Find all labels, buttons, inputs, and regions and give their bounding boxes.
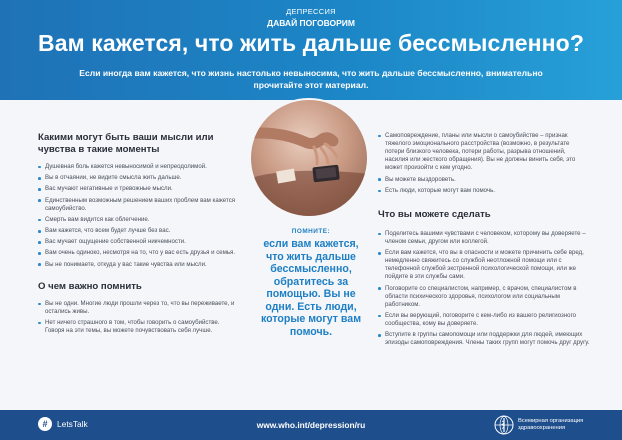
important-list <box>38 300 238 335</box>
who-logo <box>494 415 600 435</box>
hash-icon: # <box>38 417 52 431</box>
page-title: Вам кажется, что жить дальше бессмысленно? <box>38 30 584 56</box>
thought-item: Вы в отчаянии, не видите смысла жить дальше. <box>38 174 238 182</box>
important-heading: О чем важно помнить <box>38 280 142 292</box>
thought-item: Вас мучают негативные и тревожные мысли. <box>38 185 238 193</box>
thoughts-heading: Какими могут быть ваши мысли или чувства в такие моменты <box>38 132 214 155</box>
todo-item: Поделитесь вашими чувствами с человеком, которому вы доверяете – членом семьи, другом или коллегой. <box>378 230 590 246</box>
thought-item: Единственным возможным решением ваших проблем вам кажется самоубийство. <box>38 197 238 213</box>
fact-item: Вы можете выздороветь. <box>378 176 590 184</box>
todo-item: Если вам кажется, что вы в опасности и можете причинить себе вред, немедленно свяжитесь со службой неотложной помощи или с телефонной службой экстренной психологической помощи, или же пойдите в эти службы сами. <box>378 249 590 281</box>
fact-item: Есть люди, которые могут вам помочь. <box>378 187 590 195</box>
left-column <box>38 132 238 338</box>
intro-text: Если иногда вам кажется, что жизнь настолько невыносима, что жить дальше бессмысленно, внимательно прочитайте этот материал. <box>79 68 543 90</box>
todo-heading: Что вы можете сделать <box>378 208 491 220</box>
todo-item: Если вы верующий, поговорите с кем-либо из вашего религиозного сообщества, кому вы доверяете. <box>378 312 590 328</box>
todo-list <box>378 230 590 348</box>
todo-item: Вступите в группы самопомощи или поддержки для людей, имеющих эпизоды самоповреждения. Члены таких групп могут помочь друг другу. <box>378 331 590 347</box>
header-banner <box>0 0 622 100</box>
hand-phone-photo <box>249 98 369 218</box>
todo-item: Поговорите со специалистом, например, с врачом, специалистом в области психического здоровья, психологом или социальным работником. <box>378 285 590 309</box>
remember-text: если вам кажется, что жить дальше бессмысленно, обратитесь за помощью. Вы не одни. Есть люди, которые могут вам помочь. <box>260 238 362 338</box>
facts-list <box>378 132 590 195</box>
photo-illustration <box>251 100 369 218</box>
who-emblem-icon <box>494 415 514 435</box>
category-label: ДЕПРЕССИЯ <box>286 7 336 16</box>
thought-item: Вам кажется, что всем будет лучше без вас. <box>38 227 238 235</box>
who-name: Всемирная организация здравоохранения <box>518 418 584 431</box>
thought-item: Смерть вам видится как облегчение. <box>38 216 238 224</box>
thought-item: Вы не понимаете, откуда у вас такие чувства или мысли. <box>38 261 238 269</box>
remember-label: ПОМНИТЕ: <box>291 228 331 235</box>
fact-item: Самоповреждение, планы или мысли о самоубийстве – признак тяжелого эмоционального расстройства (возможно, в результате потери близкого человека, потери работы, разрыва отношений, насилия или жесткого обращения). Вы не должны винить себя, это может произойти с кем угодно. <box>378 132 590 172</box>
lets-talk-tag <box>38 417 88 431</box>
right-column <box>378 132 590 351</box>
thought-item: Вас мучает ощущение собственной никчемности. <box>38 238 238 246</box>
important-item: Нет ничего страшного в том, чтобы говорить о самоубийстве. Говоря на эти темы, вы можете почувствовать себя лучше. <box>38 319 238 335</box>
campaign-label: ДАВАЙ ПОГОВОРИМ <box>267 18 355 28</box>
lets-talk-label: LetsTalk <box>57 419 88 429</box>
website-link[interactable]: www.who.int/depression/ru <box>256 420 366 430</box>
remember-callout <box>258 228 364 338</box>
thoughts-list <box>38 163 238 269</box>
footer <box>0 410 622 440</box>
thought-item: Душевная боль кажется невыносимой и непреодолимой. <box>38 163 238 171</box>
important-item: Вы не одни. Многие люди прошли через то, что вы переживаете, и остались живы. <box>38 300 238 316</box>
thought-item: Вам очень одиноко, несмотря на то, что у вас есть друзья и семья. <box>38 249 238 257</box>
